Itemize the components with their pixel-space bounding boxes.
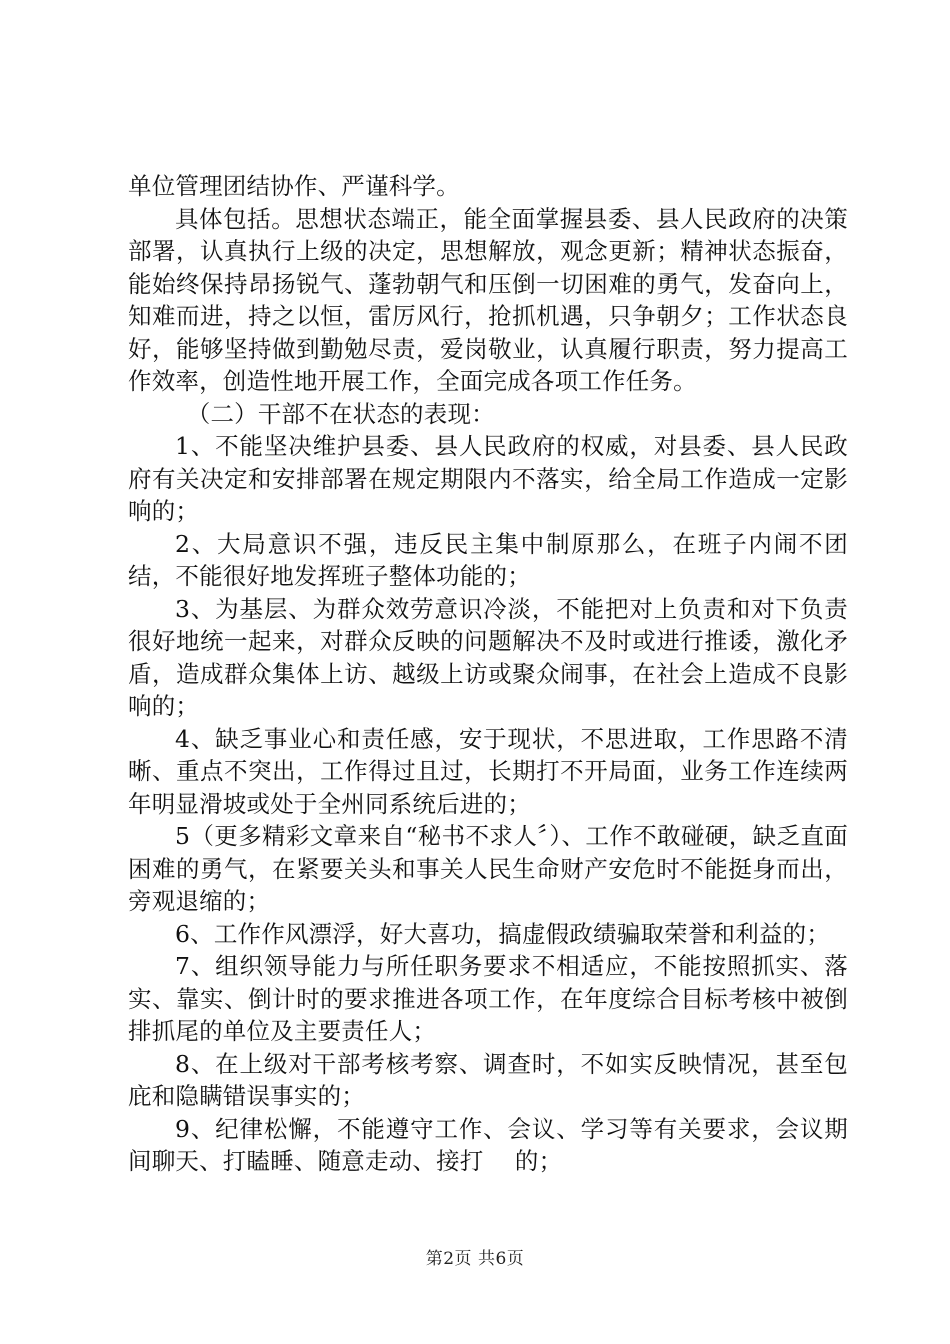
list-item-4: 4、缺乏事业心和责任感，安于现状，不思进取，工作思路不清晰、重点不突出，工作得过且过，长期打不开局面，业务工作连续两年明显滑坡或处于全州同系统后进的；	[128, 724, 848, 818]
list-item-1: 1、不能坚决维护县委、县人民政府的权威，对县委、县人民政府有关决定和安排部署在规定期限内不落实，给全局工作造成一定影响的；	[128, 432, 848, 525]
page-number: 第2页 共6页	[425, 1249, 525, 1269]
page-footer	[0, 1244, 950, 1269]
list-item-9: 9、纪律松懈，不能遵守工作、会议、学习等有关要求，会议期间聊天、打瞌睡、随意走动、接打 的；	[128, 1114, 848, 1175]
document-body	[128, 170, 848, 1178]
section-heading-2: （二）干部不在状态的表现：	[186, 399, 495, 428]
paragraph-continuation: 单位管理团结协作、严谨科学。	[128, 172, 460, 200]
list-item-2: 2、大局意识不强，违反民主集中制原那么，在班子内闹不团结，不能很好地发挥班子整体功能的；	[128, 529, 848, 590]
list-item-6: 6、工作作风漂浮，好大喜功，搞虚假政绩骗取荣誉和利益的；	[175, 919, 831, 948]
list-item-8: 8、在上级对干部考核考察、调查时，不如实反映情况，甚至包庇和隐瞒错误事实的；	[128, 1049, 848, 1110]
list-item-5: 5（更多精彩文章来自“秘书不求人〞）、工作不敢碰硬，缺乏直面困难的勇气，在紧要关头和事关人民生命财产安危时不能挺身而出，旁观退缩的；	[128, 822, 848, 915]
list-item-7: 7、组织领导能力与所任职务要求不相适应，不能按照抓实、落实、靠实、倒计时的要求推进各项工作，在年度综合目标考核中被倒排抓尾的单位及主要责任人；	[128, 952, 848, 1045]
paragraph-specifics: 具体包括。思想状态端正，能全面掌握县委、县人民政府的决策部署，认真执行上级的决定，思想解放，观念更新；精神状态振奋，能始终保持昂扬锐气、蓬勃朝气和压倒一切困难的勇气，发奋向上，知难而进，持之以恒，雷厉风行，抢抓机遇，只争朝夕；工作状态良好，能够坚持做到勤勉尽责，爱岗敬业，认真履行职责，努力提高工作效率，创造性地开展工作，全面完成各项工作任务。	[128, 204, 848, 395]
list-item-3: 3、为基层、为群众效劳意识冷淡，不能把对上负责和对下负责很好地统一起来，对群众反映的问题解决不及时或进行推诿，激化矛盾，造成群众集体上访、越级上访或聚众闹事，在社会上造成不良影响的；	[128, 594, 848, 720]
